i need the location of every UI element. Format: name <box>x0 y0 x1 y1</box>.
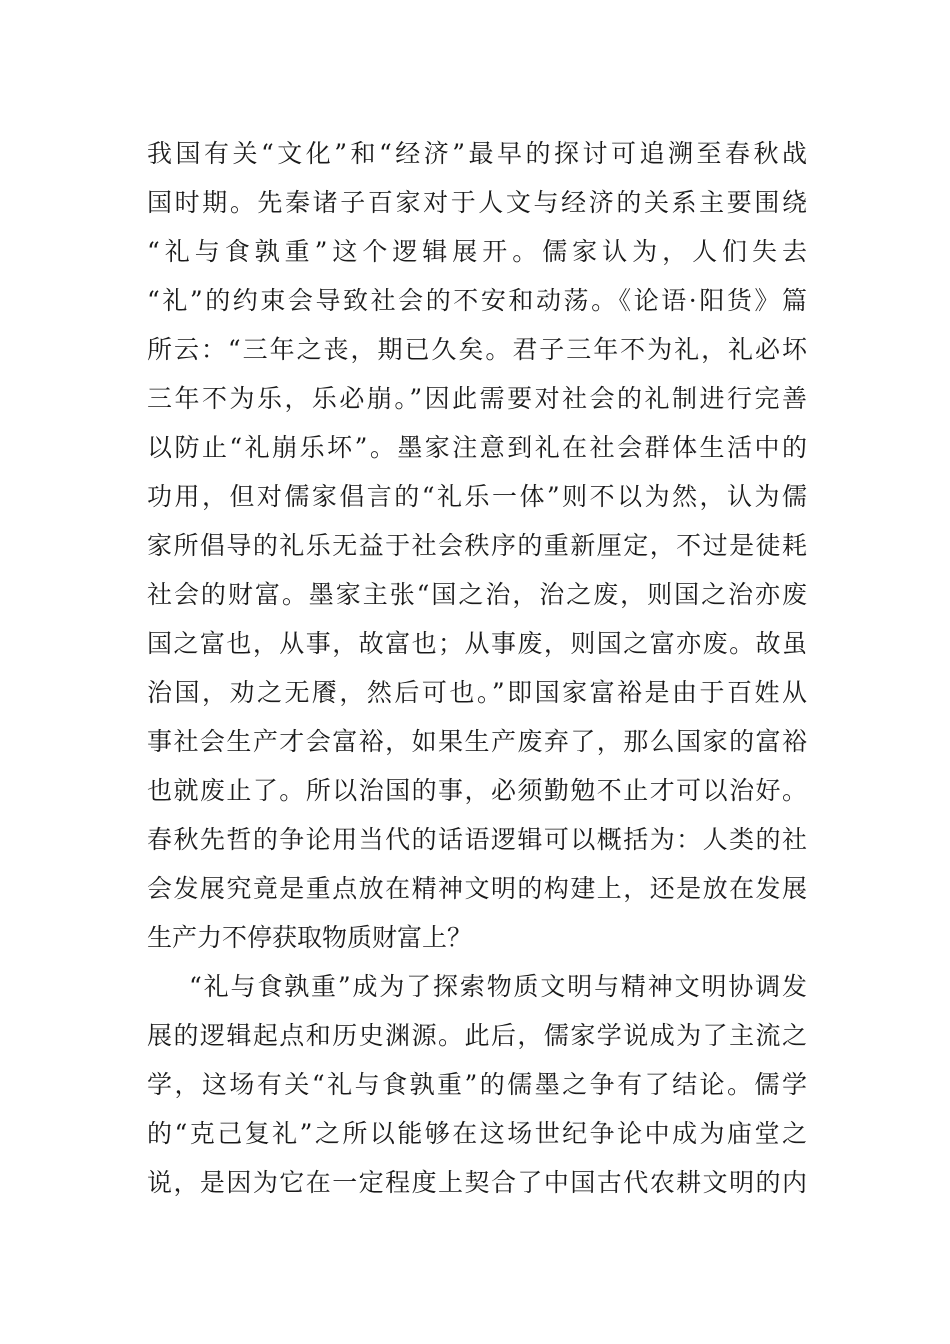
text-line: 生产力不停获取物质财富上？ <box>147 923 473 952</box>
text-line: 会发展究竟是重点放在精神文明的构建上，还是放在发展 <box>147 874 807 903</box>
text-line: 的“克己复礼”之所以能够在这场世纪争论中成为庙堂之 <box>147 1119 807 1148</box>
text-line: 展的逻辑起点和历史渊源。此后，儒家学说成为了主流之 <box>147 1021 807 1050</box>
text-line: 家所倡导的礼乐无益于社会秩序的重新厘定，不过是徒耗 <box>147 531 807 560</box>
text-line: 也就废止了。所以治国的事，必须勤勉不止才可以治好。 <box>147 776 807 805</box>
text-line: 学，这场有关“礼与食孰重”的儒墨之争有了结论。儒学 <box>147 1070 807 1099</box>
text-line: 功用，但对儒家倡言的“礼乐一体”则不以为然，认为儒 <box>147 482 807 511</box>
text-line: 社会的财富。墨家主张“国之治，治之废，则国之治亦废 <box>147 580 807 609</box>
text-line: “礼与食孰重”成为了探索物质文明与精神文明协调发 <box>189 972 807 1001</box>
text-line: 国时期。先秦诸子百家对于人文与经济的关系主要围绕 <box>147 188 807 217</box>
paragraph-2 <box>147 962 807 1207</box>
text-line: “礼”的约束会导致社会的不安和动荡。《论语·阳货》篇 <box>147 286 807 315</box>
text-line: 春秋先哲的争论用当代的话语逻辑可以概括为：人类的社 <box>147 825 807 854</box>
text-line: 国之富也，从事，故富也；从事废，则国之富亦废。故虽 <box>147 629 807 658</box>
text-line: “礼与食孰重”这个逻辑展开。儒家认为，人们失去 <box>147 237 807 266</box>
text-line: 治国，劝之无餍，然后可也。”即国家富裕是由于百姓从 <box>147 678 807 707</box>
text-line: 三年不为乐，乐必崩。”因此需要对社会的礼制进行完善 <box>147 384 807 413</box>
text-line: 事社会生产才会富裕，如果生产废弃了，那么国家的富裕 <box>147 727 807 756</box>
text-line: 我国有关“文化”和“经济”最早的探讨可追溯至春秋战 <box>147 139 807 168</box>
text-line: 所云：“三年之丧，期已久矣。君子三年不为礼，礼必坏 <box>147 335 807 364</box>
text-line: 说，是因为它在一定程度上契合了中国古代农耕文明的内 <box>147 1168 807 1197</box>
paragraph-1 <box>147 129 807 962</box>
text-line: 以防止“礼崩乐坏”。墨家注意到礼在社会群体生活中的 <box>147 433 807 462</box>
body-text <box>147 129 807 1207</box>
